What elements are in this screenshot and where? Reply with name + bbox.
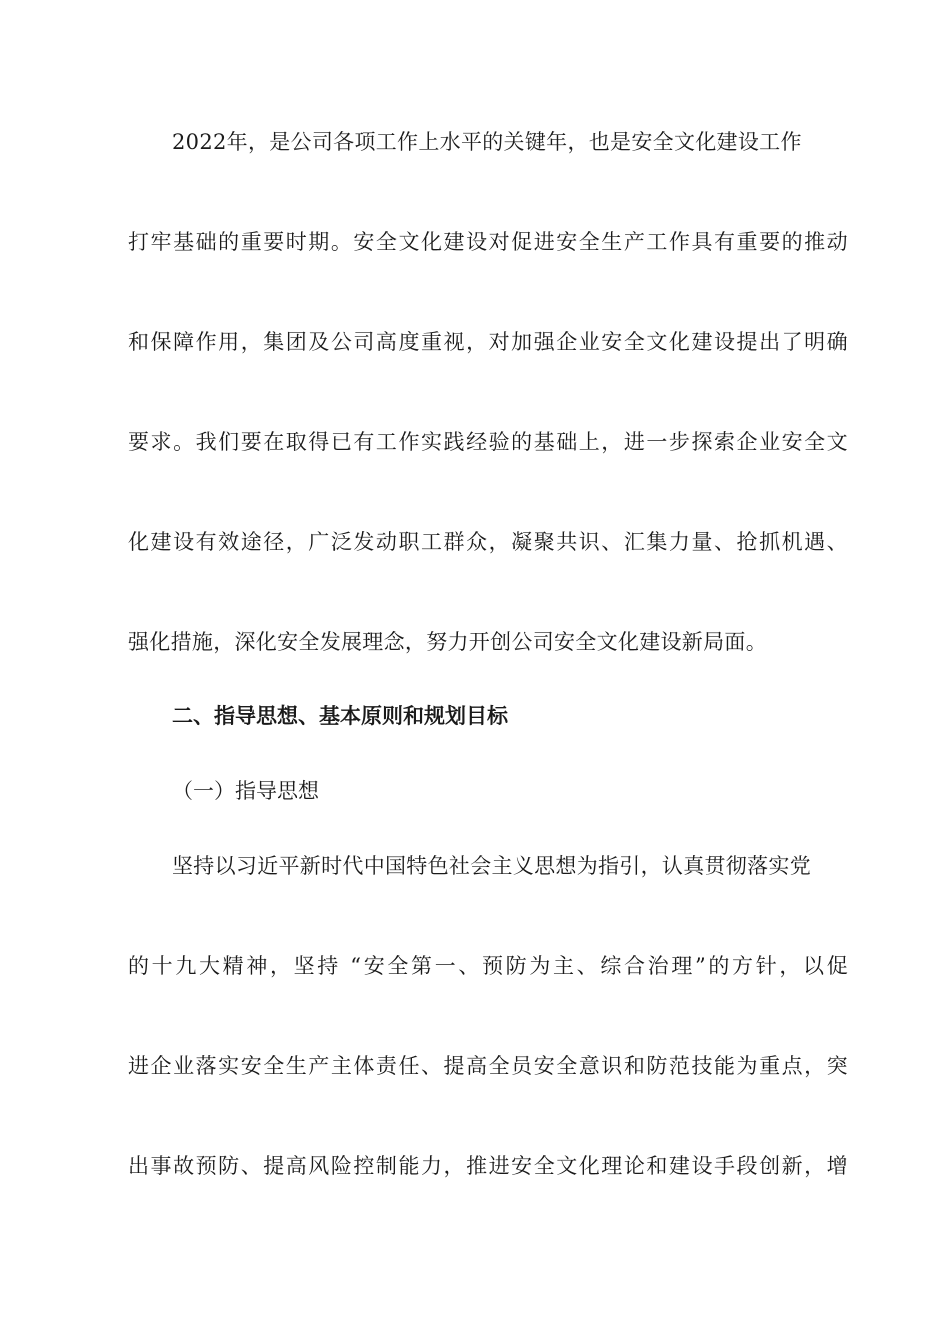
paragraph-1-line-2: 打牢基础的重要时期。安全文化建设对促进安全生产工作具有重要的推动 xyxy=(128,230,848,254)
paragraph-1-line-3: 和保障作用，集团及公司高度重视，对加强企业安全文化建设提出了明确 xyxy=(128,330,848,354)
paragraph-2-line-3: 进企业落实安全生产主体责任、提高全员安全意识和防范技能为重点，突 xyxy=(128,1054,848,1078)
paragraph-1-line-5: 化建设有效途径，广泛发动职工群众，凝聚共识、汇集力量、抢抓机遇、 xyxy=(128,530,848,554)
paragraph-1-line-4: 要求。我们要在取得已有工作实践经验的基础上，进一步探索企业安全文 xyxy=(128,430,848,454)
paragraph-1-line-6: 强化措施，深化安全发展理念，努力开创公司安全文化建设新局面。 xyxy=(128,630,767,654)
paragraph-2-line-1: 坚持以习近平新时代中国特色社会主义思想为指引，认真贯彻落实党 xyxy=(172,854,811,878)
subsection-heading: （一）指导思想 xyxy=(172,779,319,803)
paragraph-2-line-4: 出事故预防、提高风险控制能力，推进安全文化理论和建设手段创新，增 xyxy=(128,1154,848,1178)
paragraph-2-line-2: 的十九大精神，坚持 “安全第一、预防为主、综合治理”的方针，以促 xyxy=(128,954,848,978)
section-heading: 二、指导思想、基本原则和规划目标 xyxy=(172,704,508,728)
paragraph-1-line-1: 2022年，是公司各项工作上水平的关键年，也是安全文化建设工作 xyxy=(172,130,802,154)
